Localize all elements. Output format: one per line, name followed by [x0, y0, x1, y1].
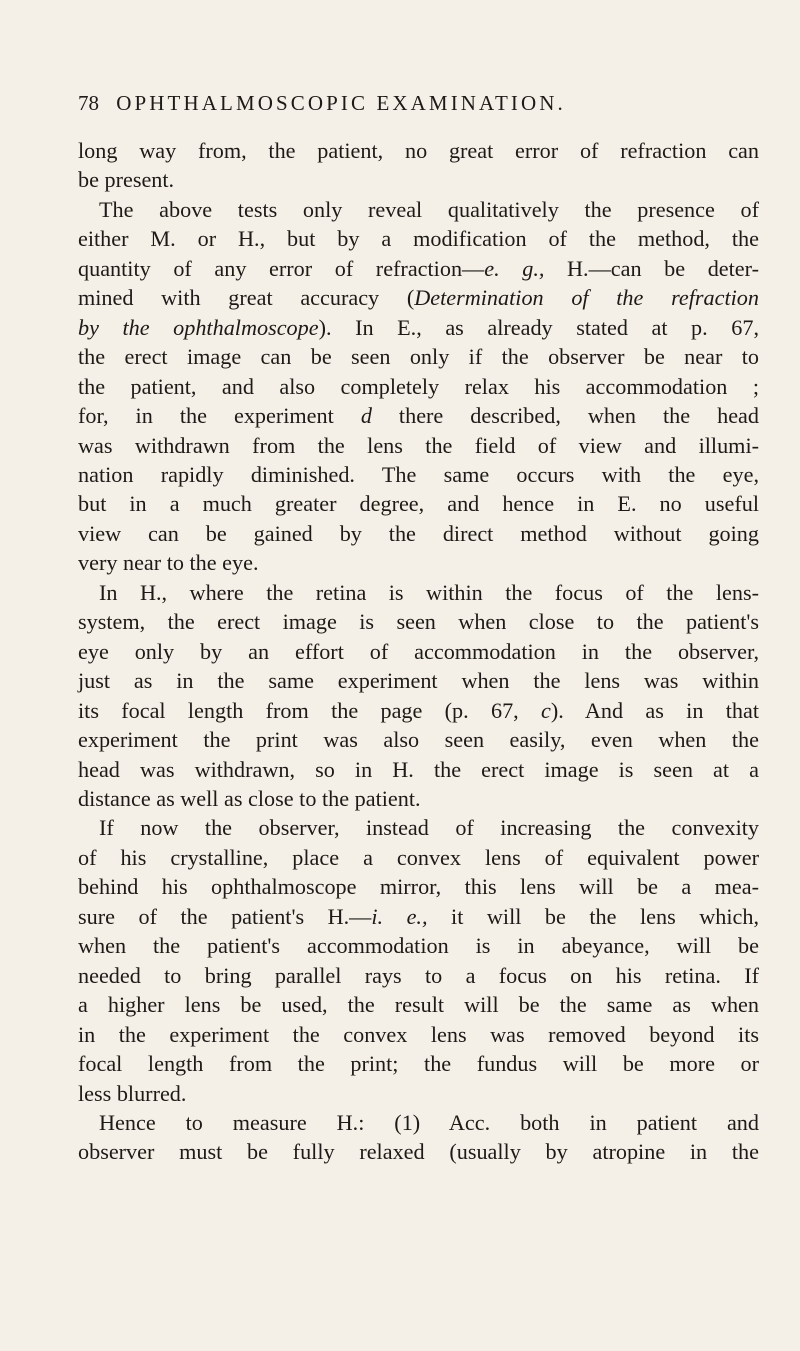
text-line: distance as well as close to the patient.	[78, 785, 421, 811]
text-line: needed to bring parallel rays to a focus on his retina. If	[78, 962, 759, 988]
text-line: just as in the same experiment when the lens was within	[78, 668, 759, 694]
text-line: for, in the experiment d there described, when the head	[78, 403, 759, 429]
text-line: its focal length from the page (p. 67, c). And as in that	[78, 697, 759, 723]
text-line: a higher lens be used, the result will be the same as when	[78, 992, 759, 1018]
text-line: of his crystalline, place a convex lens of equivalent power	[78, 844, 759, 870]
text-line: view can be gained by the direct method without going	[78, 520, 759, 546]
text-line: mined with great accuracy (Determination of the refraction	[78, 285, 759, 311]
text-line: focal length from the print; the fundus will be more or	[78, 1051, 759, 1077]
text-line: long way from, the patient, no great error of refraction can	[78, 138, 759, 163]
text-line: In H., where the retina is within the focus of the lens-	[99, 579, 759, 605]
body-text	[78, 136, 759, 1167]
text-line: quantity of any error of refraction—e. g., H.—can be deter-	[78, 255, 759, 281]
text-line: behind his ophthalmoscope mirror, this lens will be a mea-	[78, 874, 759, 900]
text-line: be present.	[78, 167, 175, 193]
text-line: was withdrawn from the lens the field of view and illumi-	[78, 432, 759, 458]
text-line: If now the observer, instead of increasing the convexity	[99, 815, 759, 841]
text-line: less blurred.	[78, 1080, 187, 1106]
text-line: The above tests only reveal qualitatively the presence of	[99, 196, 759, 222]
text-line: observer must be fully relaxed (usually by atropine in the	[78, 1139, 759, 1165]
text-line: Hence to measure H.: (1) Acc. both in patient and	[99, 1109, 759, 1135]
text-line: nation rapidly diminished. The same occurs with the eye,	[78, 461, 759, 487]
text-line: system, the erect image is seen when close to the patient's	[78, 609, 759, 635]
text-line: by the ophthalmoscope). In E., as already stated at p. 67,	[78, 314, 759, 340]
text-line: experiment the print was also seen easily, even when the	[78, 727, 759, 753]
text-line: but in a much greater degree, and hence in E. no useful	[78, 491, 759, 517]
text-line: very near to the eye.	[78, 550, 259, 576]
text-line: the erect image can be seen only if the observer be near to	[78, 344, 759, 370]
running-head: OPHTHALMOSCOPIC EXAMINATION.	[116, 91, 566, 115]
text-line: when the patient's accommodation is in abeyance, will be	[78, 933, 759, 959]
page-number: 78	[78, 91, 99, 115]
page-header	[78, 86, 758, 120]
text-line: the patient, and also completely relax his accommodation ;	[78, 373, 759, 399]
text-line: head was withdrawn, so in H. the erect image is seen at a	[78, 756, 759, 782]
text-line: eye only by an effort of accommodation in the observer,	[78, 638, 759, 664]
text-line: in the experiment the convex lens was removed beyond its	[78, 1021, 759, 1047]
text-line: either M. or H., but by a modification of the method, the	[78, 226, 759, 252]
text-line: sure of the patient's H.—i. e., it will be the lens which,	[78, 903, 759, 929]
